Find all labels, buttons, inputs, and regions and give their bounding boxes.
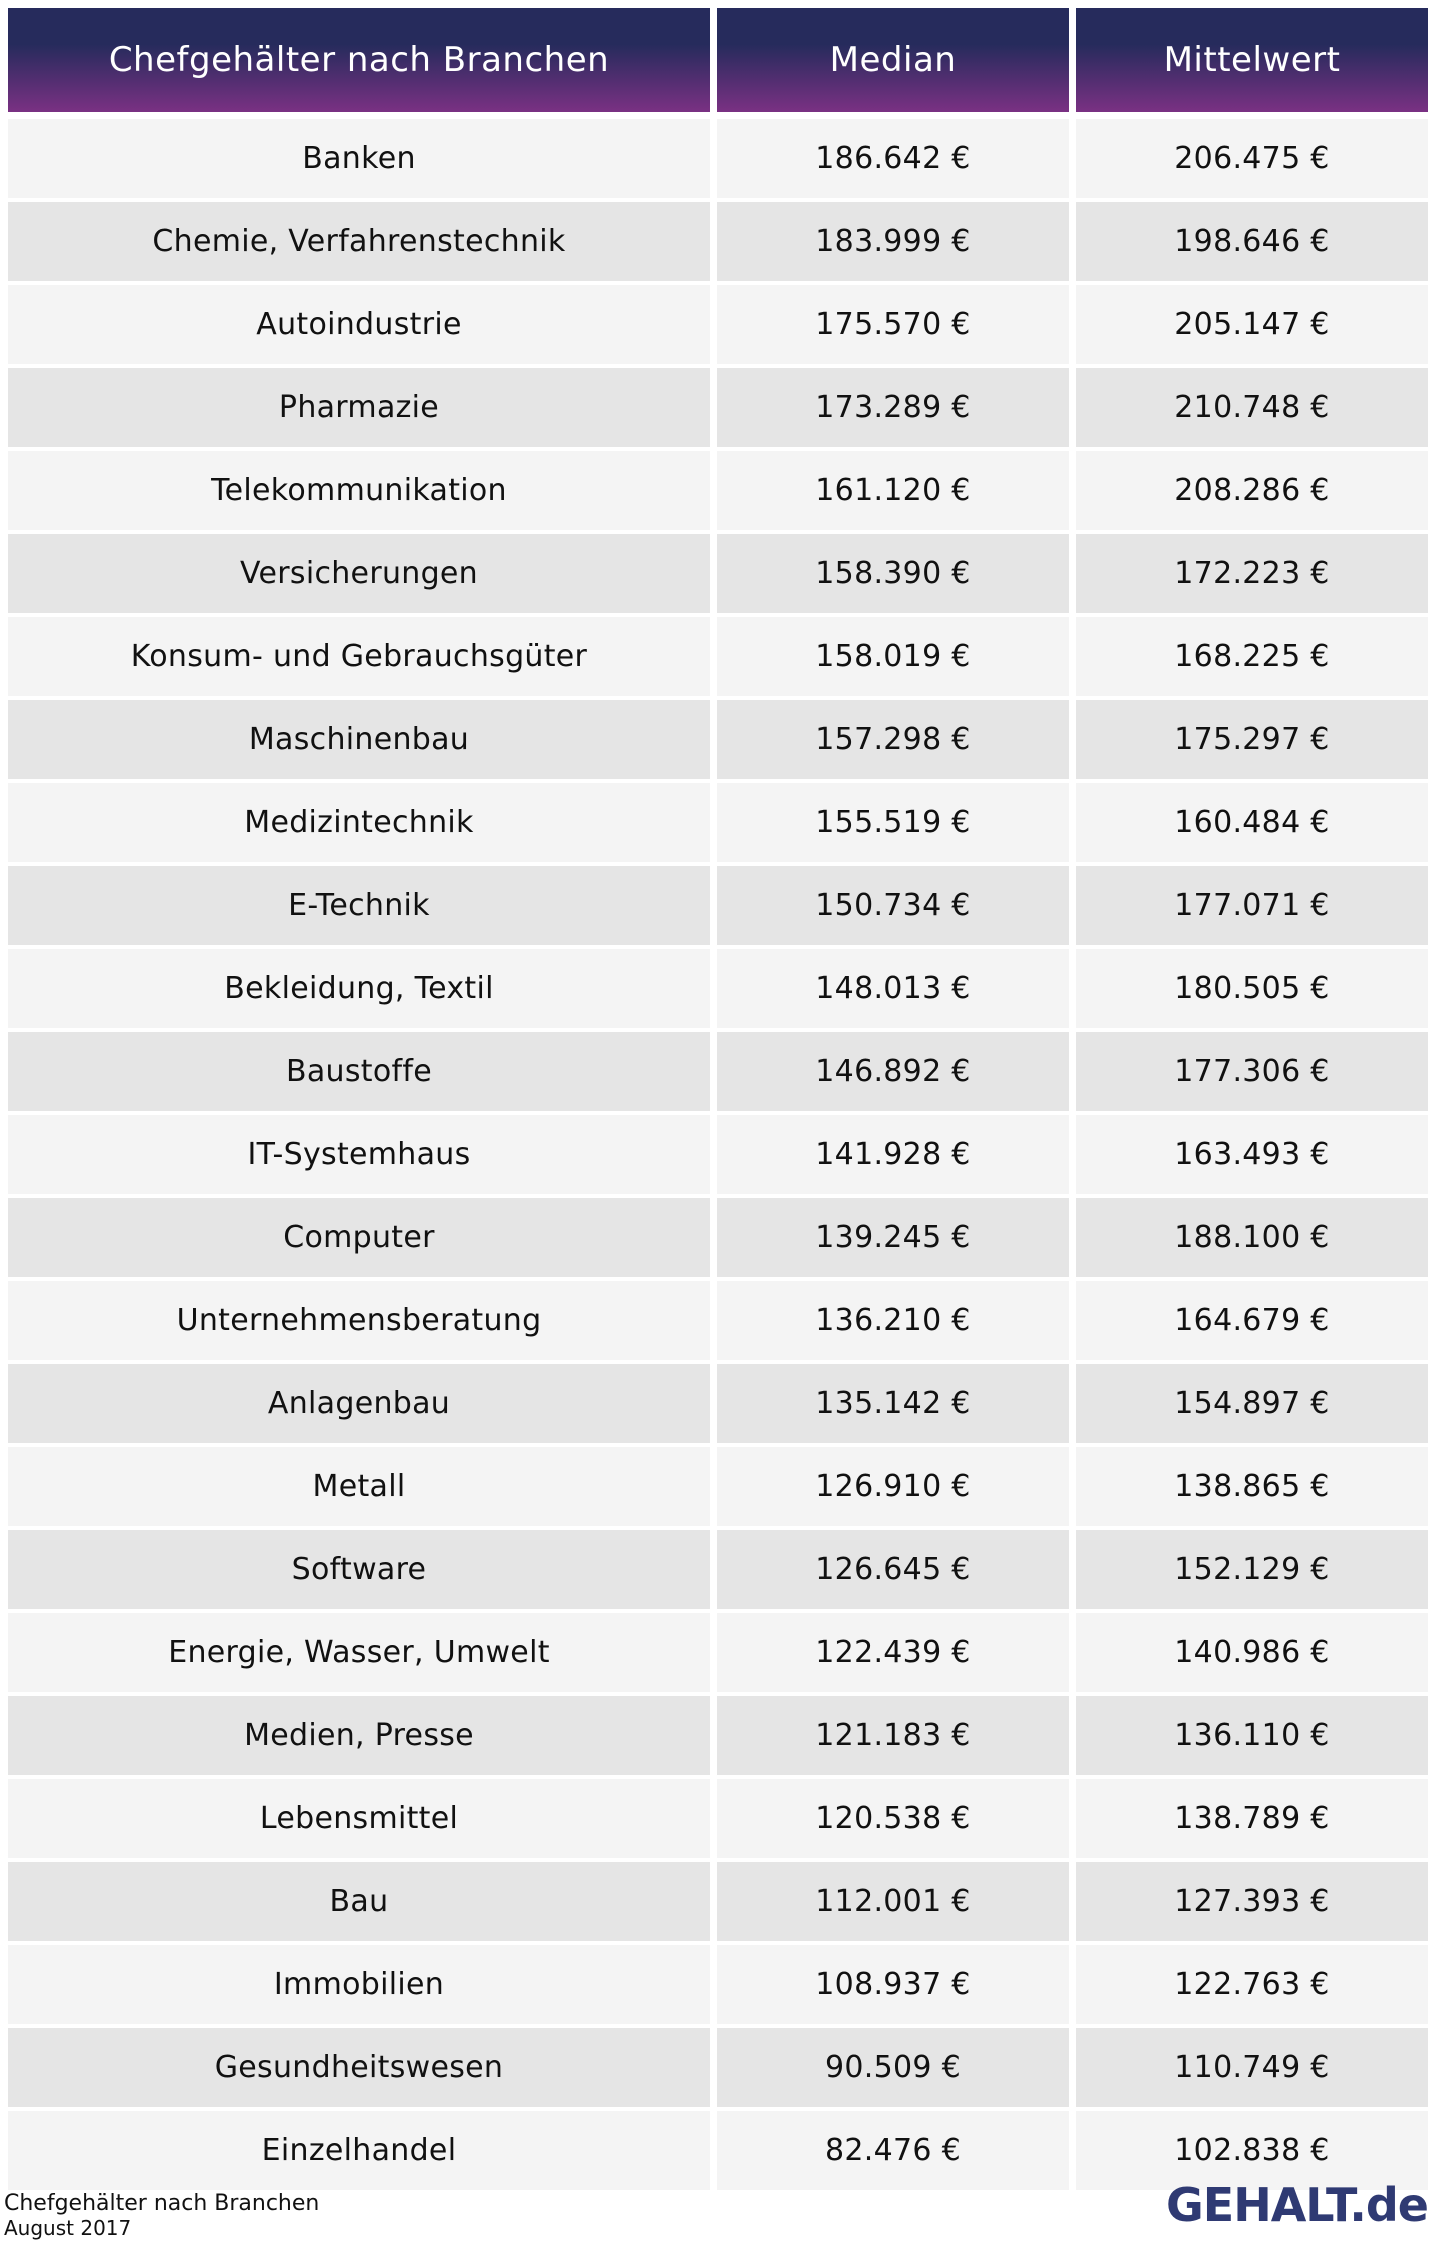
industry-cell: Telekommunikation: [8, 451, 710, 530]
median-cell: 175.570 €: [717, 285, 1069, 364]
median-cell: 108.937 €: [717, 1945, 1069, 2024]
salary-table: [8, 8, 1428, 2194]
median-cell: 155.519 €: [717, 783, 1069, 862]
mean-cell: 168.225 €: [1076, 617, 1428, 696]
industry-cell: Bau: [8, 1862, 710, 1941]
median-cell: 121.183 €: [717, 1696, 1069, 1775]
industry-cell: Gesundheitswesen: [8, 2028, 710, 2107]
industry-cell: Unternehmensberatung: [8, 1281, 710, 1360]
median-cell: 82.476 €: [717, 2111, 1069, 2190]
industry-cell: IT-Systemhaus: [8, 1115, 710, 1194]
mean-cell: 177.306 €: [1076, 1032, 1428, 1111]
mean-cell: 188.100 €: [1076, 1198, 1428, 1277]
mean-cell: 172.223 €: [1076, 534, 1428, 613]
footer-caption-date: August 2017: [4, 2216, 132, 2240]
mean-cell: 138.865 €: [1076, 1447, 1428, 1526]
industry-cell: Bekleidung, Textil: [8, 949, 710, 1028]
mean-cell: 110.749 €: [1076, 2028, 1428, 2107]
mean-cell: 208.286 €: [1076, 451, 1428, 530]
median-cell: 90.509 €: [717, 2028, 1069, 2107]
industry-cell: Autoindustrie: [8, 285, 710, 364]
median-cell: 120.538 €: [717, 1779, 1069, 1858]
footer-caption-title: Chefgehälter nach Branchen: [4, 2191, 320, 2216]
mean-cell: 102.838 €: [1076, 2111, 1428, 2190]
median-cell: 186.642 €: [717, 119, 1069, 198]
industry-cell: Versicherungen: [8, 534, 710, 613]
mean-cell: 164.679 €: [1076, 1281, 1428, 1360]
mean-cell: 175.297 €: [1076, 700, 1428, 779]
industry-cell: Medien, Presse: [8, 1696, 710, 1775]
mean-cell: 122.763 €: [1076, 1945, 1428, 2024]
median-cell: 141.928 €: [717, 1115, 1069, 1194]
median-cell: 135.142 €: [717, 1364, 1069, 1443]
mean-cell: 177.071 €: [1076, 866, 1428, 945]
industry-cell: Immobilien: [8, 1945, 710, 2024]
industry-cell: Software: [8, 1530, 710, 1609]
industry-cell: Lebensmittel: [8, 1779, 710, 1858]
mean-cell: 160.484 €: [1076, 783, 1428, 862]
industry-cell: Konsum- und Gebrauchsgüter: [8, 617, 710, 696]
industry-cell: Medizintechnik: [8, 783, 710, 862]
footer-caption: [4, 2192, 319, 2240]
column-header: Chefgehälter nach Branchen: [8, 8, 710, 112]
median-cell: 136.210 €: [717, 1281, 1069, 1360]
industry-cell: Maschinenbau: [8, 700, 710, 779]
median-cell: 126.645 €: [717, 1530, 1069, 1609]
industry-cell: E-Technik: [8, 866, 710, 945]
mean-cell: 163.493 €: [1076, 1115, 1428, 1194]
mean-cell: 136.110 €: [1076, 1696, 1428, 1775]
median-cell: 173.289 €: [717, 368, 1069, 447]
median-cell: 158.390 €: [717, 534, 1069, 613]
mean-cell: 152.129 €: [1076, 1530, 1428, 1609]
industry-cell: Energie, Wasser, Umwelt: [8, 1613, 710, 1692]
mean-cell: 127.393 €: [1076, 1862, 1428, 1941]
median-cell: 158.019 €: [717, 617, 1069, 696]
column-header: Mittelwert: [1076, 8, 1428, 112]
mean-cell: 180.505 €: [1076, 949, 1428, 1028]
mean-cell: 138.789 €: [1076, 1779, 1428, 1858]
median-cell: 139.245 €: [717, 1198, 1069, 1277]
industry-cell: Anlagenbau: [8, 1364, 710, 1443]
median-cell: 148.013 €: [717, 949, 1069, 1028]
median-cell: 126.910 €: [717, 1447, 1069, 1526]
median-cell: 146.892 €: [717, 1032, 1069, 1111]
median-cell: 150.734 €: [717, 866, 1069, 945]
industry-cell: Banken: [8, 119, 710, 198]
median-cell: 112.001 €: [717, 1862, 1069, 1941]
mean-cell: 205.147 €: [1076, 285, 1428, 364]
gehalt-logo[interactable]: GEHALT.de: [1166, 2178, 1428, 2232]
mean-cell: 154.897 €: [1076, 1364, 1428, 1443]
mean-cell: 140.986 €: [1076, 1613, 1428, 1692]
industry-cell: Metall: [8, 1447, 710, 1526]
industry-cell: Baustoffe: [8, 1032, 710, 1111]
median-cell: 157.298 €: [717, 700, 1069, 779]
median-cell: 161.120 €: [717, 451, 1069, 530]
industry-cell: Einzelhandel: [8, 2111, 710, 2190]
median-cell: 122.439 €: [717, 1613, 1069, 1692]
industry-cell: Pharmazie: [8, 368, 710, 447]
mean-cell: 206.475 €: [1076, 119, 1428, 198]
median-cell: 183.999 €: [717, 202, 1069, 281]
column-header: Median: [717, 8, 1069, 112]
mean-cell: 210.748 €: [1076, 368, 1428, 447]
industry-cell: Computer: [8, 1198, 710, 1277]
industry-cell: Chemie, Verfahrenstechnik: [8, 202, 710, 281]
mean-cell: 198.646 €: [1076, 202, 1428, 281]
